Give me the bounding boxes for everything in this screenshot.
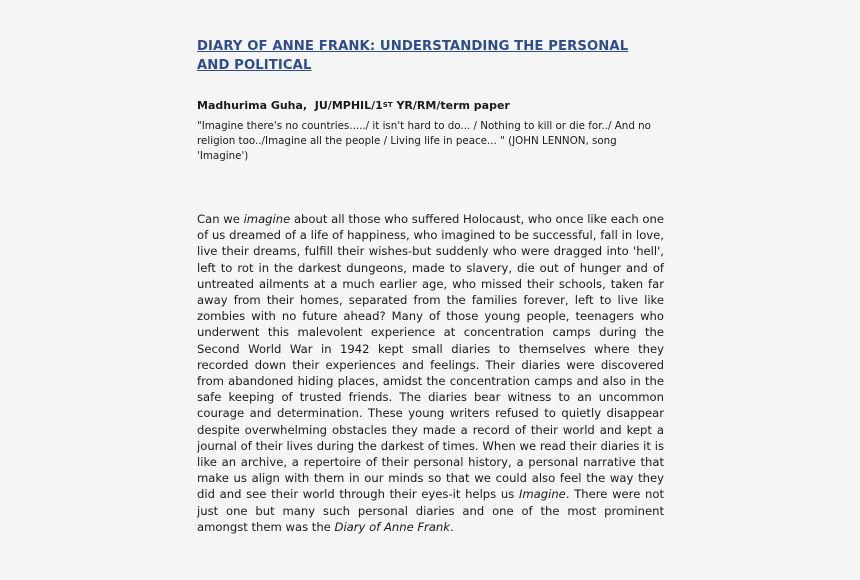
author-line [197, 99, 664, 113]
body-text-3: . There were not just one but many such personal diaries and one of the most prominent amongst them was the [197, 487, 664, 534]
author-course-superscript: ST [382, 101, 393, 109]
body-text-1: Can we [197, 212, 244, 226]
document-title [197, 37, 664, 75]
title-line-2: AND POLITICAL [197, 58, 312, 73]
author-course-rest: YR/RM/term paper [392, 99, 510, 112]
document-page [197, 37, 664, 535]
author-course: JU/MPHIL/1 [314, 99, 383, 112]
epigraph-quote: "Imagine there's no countries...../ it isn't hard to do... / Nothing to kill or die for../ And no religion too../Imagine all the people / Living life in peace... " (JOHN LENNON, song 'Imagine') [197, 120, 651, 162]
body-emphasis-3: Diary of Anne Frank [334, 519, 450, 534]
body-text-2: about all those who suffered Holocaust, who once like each one of us dreamed of a life of happiness, who imagined to be successful, fall in love, live their dreams, fulfill their wishes-but suddenly who were dragged into 'hell', left to rot in the darkest dungeons, made to slavery, die out of hunger and of untreated ailments at a much earlier age, who missed their schools, taken far away from their homes, separated from the families forever, left to live like zombies with no future ahead? Many of those young people, teenagers who underwent this malevolent experience at concentration camps during the Second World War in 1942 kept small diaries to themselves where they recorded down their experiences and feelings. Their diaries were discovered from abandoned hiding places, amidst the concentration camps and also in the safe keeping of trusted friends. The diaries bear witness to an uncommon courage and determination. These young writers refused to quietly disappear despite overwhelming obstacles they made a record of their world and kept a journal of their lives during the darkest of times. When we read their diaries it is like an archive, a repertoire of their personal history, a personal narrative that make us align with them in our minds so that we could also feel the way they did and see their world through their eyes-it helps us [197, 212, 664, 502]
title-line-1: DIARY OF ANNE FRANK: UNDERSTANDING THE PERSONAL [197, 39, 629, 54]
author-name: Madhurima Guha, [197, 99, 308, 112]
body-emphasis-1: imagine [243, 212, 291, 226]
body-text-4: . [450, 519, 454, 534]
body-emphasis-2: Imagine [518, 487, 566, 502]
body-paragraph [197, 211, 664, 535]
